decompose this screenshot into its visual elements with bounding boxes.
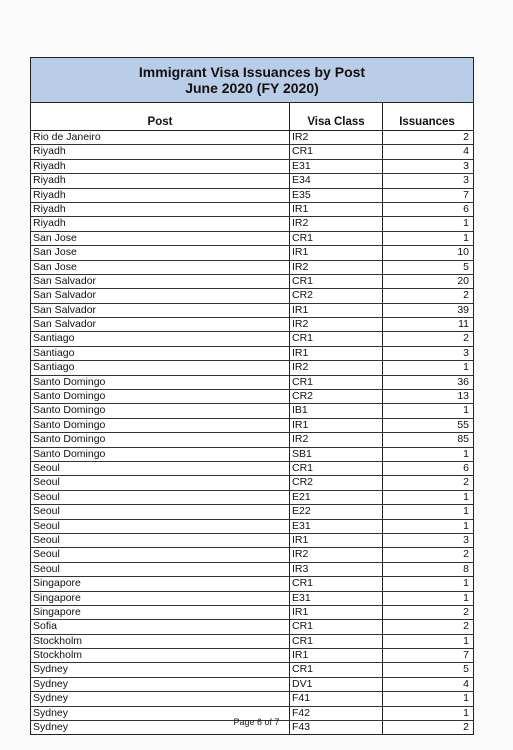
cell-post: San Salvador xyxy=(31,318,290,331)
cell-visa-class: CR2 xyxy=(290,289,383,302)
cell-visa-class: IR1 xyxy=(290,203,383,216)
cell-issuances: 2 xyxy=(463,605,469,618)
cell-post: Sydney xyxy=(31,692,290,705)
cell-visa-class: E21 xyxy=(290,491,383,504)
cell-post: Santo Domingo xyxy=(31,376,290,389)
cell-issuances: 1 xyxy=(463,692,469,705)
table-row xyxy=(31,203,473,217)
cell-visa-class: IR1 xyxy=(290,534,383,547)
cell-issuances: 2 xyxy=(463,721,469,734)
cell-post: Singapore xyxy=(31,577,290,590)
cell-post: Sofia xyxy=(31,620,290,633)
cell-post: Sydney xyxy=(31,663,290,676)
cell-visa-class: IR1 xyxy=(290,347,383,360)
table-body xyxy=(31,131,473,734)
issuances-table xyxy=(30,57,474,735)
table-row xyxy=(31,419,473,433)
table-row xyxy=(31,649,473,663)
cell-visa-class: IB1 xyxy=(290,404,383,417)
cell-post: Stockholm xyxy=(31,649,290,662)
cell-post: Seoul xyxy=(31,491,290,504)
cell-post: Seoul xyxy=(31,520,290,533)
cell-post: Sydney xyxy=(31,721,290,734)
table-row xyxy=(31,376,473,390)
cell-visa-class: CR1 xyxy=(290,232,383,245)
cell-issuances: 85 xyxy=(457,433,469,446)
table-row xyxy=(31,476,473,490)
cell-post: Santo Domingo xyxy=(31,390,290,403)
table-row xyxy=(31,505,473,519)
table-header-row xyxy=(31,103,473,131)
cell-visa-class: CR1 xyxy=(290,275,383,288)
cell-visa-class: IR2 xyxy=(290,318,383,331)
table-row xyxy=(31,318,473,332)
table-row xyxy=(31,232,473,246)
cell-post: Sydney xyxy=(31,707,290,720)
cell-visa-class: F41 xyxy=(290,692,383,705)
cell-post: Seoul xyxy=(31,462,290,475)
cell-post: San Salvador xyxy=(31,304,290,317)
cell-visa-class: E34 xyxy=(290,174,383,187)
cell-visa-class: IR2 xyxy=(290,548,383,561)
cell-issuances: 1 xyxy=(463,490,469,503)
table-row xyxy=(31,131,473,145)
table-row xyxy=(31,217,473,231)
table-row xyxy=(31,145,473,159)
cell-post: San Salvador xyxy=(31,289,290,302)
table-row xyxy=(31,592,473,606)
table-row xyxy=(31,577,473,591)
cell-post: Santo Domingo xyxy=(31,419,290,432)
header-visa-class: Visa Class xyxy=(290,103,383,130)
cell-issuances: 2 xyxy=(463,332,469,345)
table-row xyxy=(31,304,473,318)
table-row xyxy=(31,491,473,505)
cell-post: Seoul xyxy=(31,563,290,576)
table-row xyxy=(31,692,473,706)
cell-issuances: 7 xyxy=(463,188,469,201)
cell-issuances: 39 xyxy=(457,303,469,316)
page-number: Page 6 of 7 xyxy=(233,717,280,727)
cell-issuances: 6 xyxy=(463,461,469,474)
cell-visa-class: E31 xyxy=(290,520,383,533)
cell-visa-class: E31 xyxy=(290,592,383,605)
cell-post: Riyadh xyxy=(31,203,290,216)
cell-post: Santiago xyxy=(31,347,290,360)
cell-post: Santo Domingo xyxy=(31,448,290,461)
table-row xyxy=(31,189,473,203)
cell-visa-class: IR2 xyxy=(290,361,383,374)
cell-visa-class: E22 xyxy=(290,505,383,518)
cell-post: Santiago xyxy=(31,361,290,374)
cell-post: Seoul xyxy=(31,534,290,547)
cell-post: Seoul xyxy=(31,548,290,561)
table-row xyxy=(31,390,473,404)
cell-post: Riyadh xyxy=(31,174,290,187)
cell-post: Seoul xyxy=(31,505,290,518)
table-row xyxy=(31,160,473,174)
cell-issuances: 3 xyxy=(463,159,469,172)
cell-issuances: 7 xyxy=(463,649,469,662)
cell-visa-class: CR1 xyxy=(290,145,383,158)
cell-visa-class: CR1 xyxy=(290,577,383,590)
table-row xyxy=(31,433,473,447)
cell-post: Sydney xyxy=(31,678,290,691)
cell-post: Riyadh xyxy=(31,145,290,158)
cell-visa-class: F43 xyxy=(290,721,383,734)
cell-visa-class: IR2 xyxy=(290,433,383,446)
cell-post: San Jose xyxy=(31,232,290,245)
table-row xyxy=(31,404,473,418)
header-post: Post xyxy=(31,103,290,130)
table-row xyxy=(31,620,473,634)
cell-visa-class: IR1 xyxy=(290,606,383,619)
cell-visa-class: IR1 xyxy=(290,246,383,259)
cell-visa-class: IR3 xyxy=(290,563,383,576)
table-row xyxy=(31,246,473,260)
cell-visa-class: CR1 xyxy=(290,663,383,676)
cell-issuances: 55 xyxy=(457,418,469,431)
table-row xyxy=(31,548,473,562)
cell-visa-class: CR1 xyxy=(290,635,383,648)
cell-issuances: 5 xyxy=(463,663,469,676)
cell-post: Stockholm xyxy=(31,635,290,648)
table-row xyxy=(31,563,473,577)
cell-issuances: 1 xyxy=(463,361,469,374)
cell-issuances: 4 xyxy=(463,677,469,690)
cell-post: San Jose xyxy=(31,246,290,259)
cell-visa-class: CR2 xyxy=(290,390,383,403)
cell-post: San Salvador xyxy=(31,275,290,288)
cell-issuances: 2 xyxy=(463,131,469,143)
cell-visa-class: CR1 xyxy=(290,376,383,389)
cell-issuances: 8 xyxy=(463,562,469,575)
cell-issuances: 1 xyxy=(463,591,469,604)
cell-visa-class: IR1 xyxy=(290,419,383,432)
cell-issuances: 13 xyxy=(457,390,469,403)
table-row xyxy=(31,448,473,462)
cell-issuances: 1 xyxy=(463,519,469,532)
cell-issuances: 20 xyxy=(457,274,469,287)
table-row xyxy=(31,174,473,188)
cell-visa-class: SB1 xyxy=(290,448,383,461)
table-row xyxy=(31,261,473,275)
header-issuances: Issuances xyxy=(399,116,455,128)
table-row xyxy=(31,332,473,346)
table-title-line1: Immigrant Visa Issuances by Post xyxy=(138,64,366,80)
cell-issuances: 1 xyxy=(463,505,469,518)
cell-issuances: 6 xyxy=(463,202,469,215)
cell-issuances: 1 xyxy=(463,231,469,244)
cell-post: Rio de Janeiro xyxy=(31,131,290,144)
cell-visa-class: IR1 xyxy=(290,304,383,317)
cell-visa-class: CR2 xyxy=(290,476,383,489)
cell-issuances: 2 xyxy=(463,548,469,561)
table-row xyxy=(31,275,473,289)
table-title xyxy=(31,58,473,103)
table-row xyxy=(31,289,473,303)
cell-issuances: 36 xyxy=(457,375,469,388)
cell-issuances: 11 xyxy=(458,318,469,331)
table-title-line2: June 2020 (FY 2020) xyxy=(185,80,319,96)
cell-post: Santo Domingo xyxy=(31,433,290,446)
cell-visa-class: CR1 xyxy=(290,462,383,475)
cell-issuances: 10 xyxy=(457,246,469,259)
cell-post: Santiago xyxy=(31,332,290,345)
cell-post: Singapore xyxy=(31,606,290,619)
cell-visa-class: E35 xyxy=(290,189,383,202)
table-row xyxy=(31,606,473,620)
table-row xyxy=(31,347,473,361)
cell-issuances: 1 xyxy=(463,634,469,647)
cell-post: Seoul xyxy=(31,476,290,489)
cell-issuances: 2 xyxy=(463,476,469,489)
table-row xyxy=(31,635,473,649)
cell-post: Singapore xyxy=(31,592,290,605)
cell-post: Riyadh xyxy=(31,189,290,202)
cell-post: Riyadh xyxy=(31,160,290,173)
cell-issuances: 1 xyxy=(463,447,469,460)
cell-post: Santo Domingo xyxy=(31,404,290,417)
table-row xyxy=(31,361,473,375)
cell-visa-class: DV1 xyxy=(290,678,383,691)
cell-issuances: 3 xyxy=(463,174,469,187)
cell-visa-class: IR2 xyxy=(290,131,383,144)
cell-visa-class: IR2 xyxy=(290,261,383,274)
cell-visa-class: CR1 xyxy=(290,620,383,633)
cell-issuances: 2 xyxy=(463,289,469,302)
table-row xyxy=(31,663,473,677)
cell-visa-class: E31 xyxy=(290,160,383,173)
cell-issuances: 4 xyxy=(463,145,469,158)
cell-issuances: 3 xyxy=(463,533,469,546)
cell-visa-class: IR1 xyxy=(290,649,383,662)
table-row xyxy=(31,520,473,534)
cell-issuances: 1 xyxy=(463,217,469,230)
cell-post: San Jose xyxy=(31,261,290,274)
table-row xyxy=(31,678,473,692)
cell-post: Riyadh xyxy=(31,217,290,230)
cell-issuances: 2 xyxy=(463,620,469,633)
cell-visa-class: F42 xyxy=(290,707,383,720)
cell-visa-class: IR2 xyxy=(290,217,383,230)
cell-issuances: 1 xyxy=(463,404,469,417)
cell-issuances: 1 xyxy=(463,706,469,719)
table-row xyxy=(31,462,473,476)
cell-issuances: 3 xyxy=(463,346,469,359)
cell-issuances: 5 xyxy=(463,260,469,273)
table-row xyxy=(31,534,473,548)
cell-visa-class: CR1 xyxy=(290,332,383,345)
cell-issuances: 1 xyxy=(463,577,469,590)
